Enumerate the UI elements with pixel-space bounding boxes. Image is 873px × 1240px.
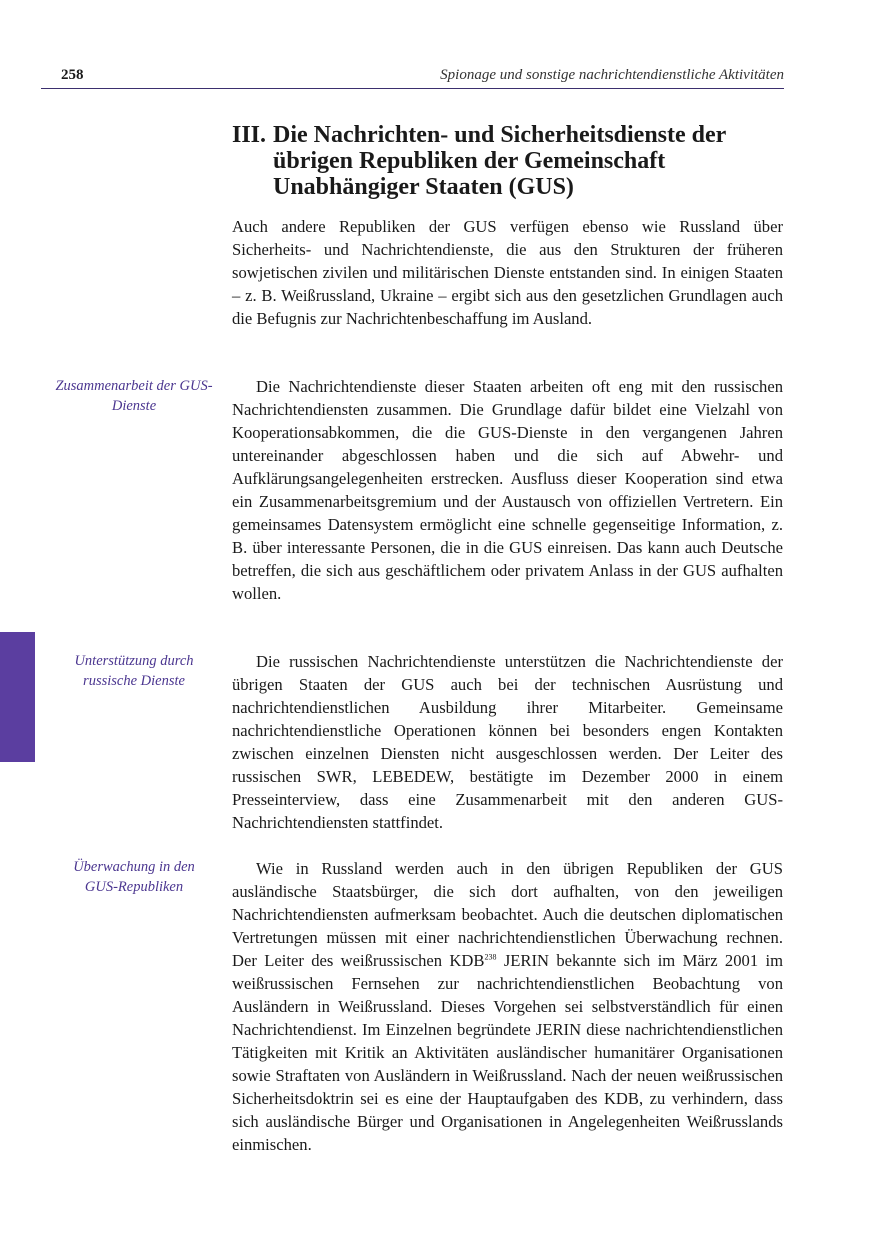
paragraph-intro: Auch andere Republiken der GUS verfügen ebenso wie Russland über Sicherheits- und Nachrichtendienste, die aus den Strukturen der früheren sowjetischen zivilen und militärischen Dienste entstanden sind. In einigen Staaten – z. B. Weißrussland, Ukraine – ergibt sich aus den gesetzlichen Grundlagen auch die Befugnis zur Nachrichtenbeschaffung im Ausland. (232, 217, 783, 328)
chapter-heading (232, 122, 792, 200)
margin-note-zusammenarbeit: Zusammenarbeit der GUS-Dienste (55, 378, 213, 414)
chapter-side-tab (0, 632, 35, 762)
paragraph-ueberwachung (232, 857, 783, 1156)
paragraph-ueberwachung-text-start: Wie in Russland werden auch in den übrigen Republiken der GUS ausländische Staatsbürger, die sich dort aufhalten, von den jeweiligen Nachrichtendiensten aufmerksam beobachtet. Auch die deutschen diplomatischen Vertretungen müssen mit einer nachrichtendienstlichen Überwachung rechnen. Der Leiter des weißrussischen KDB (232, 859, 783, 970)
page-header (41, 66, 784, 89)
chapter-number: III. (232, 122, 267, 148)
paragraph-unterstuetzung: Die russischen Nachrichtendienste unterstützen die Nachrichtendienste der übrigen Staaten der GUS auch bei der technischen Ausrüstung und nachrichtendienstlichen Ausbildung ihrer Mitarbeiter. Gemeinsame nachrichtendienstliche Operationen können bei besonders engen Kontakten zwischen einzelnen Diensten nicht ausgeschlossen werden. Der Leiter des russischen SWR, LEBEDEW, bestätigte im Dezember 2000 in einem Presseinterview, dass eine Zusammenarbeit mit den anderen GUS-Nachrichtendiensten stattfindet. (232, 652, 783, 832)
paragraph-ueberwachung-text-end: JERIN bekannte sich im März 2001 im weißrussischen Fernsehen zur nachrichtendienstlichen Beobachtung von Ausländern in Weißrussland. Dieses Vorgehen sei selbstverständlich für einen Nachrichtendienst. Im Einzelnen begründete JERIN diese nachrichtendienstlichen Tätigkeiten mit Kritik an Aktivitäten ausländischer humanitärer Organisationen sowie Straftaten von Ausländern in Weißrussland. Nach der neuen weißrussischen Sicherheitsdoktrin sei es eine der Hauptaufgaben des KDB, zu verhindern, dass sich ausländische Bürger und Organisationen in Angelegenheiten Weißrusslands einmischen. (232, 951, 783, 1154)
footnote-marker[interactable]: 238 (484, 952, 497, 962)
margin-note-unterstuetzung: Unterstützung durch russische Dienste (74, 653, 194, 689)
chapter-title: Die Nachrichten- und Sicherheitsdienste der übrigen Republiken der Gemeinschaft Unabhängiger Staaten (GUS) (273, 122, 726, 200)
running-title: Spionage und sonstige nachrichtendienstliche Aktivitäten (440, 67, 784, 83)
margin-note-ueberwachung: Überwachung in den GUS-Republiken (73, 859, 195, 895)
page-number: 258 (61, 67, 84, 83)
paragraph-zusammenarbeit: Die Nachrichtendienste dieser Staaten arbeiten oft eng mit den russischen Nachrichtendiensten zusammen. Die Grundlage dafür bildet eine Vielzahl von Kooperationsabkommen, die die GUS-Dienste in den vergangenen Jahren untereinander abgeschlossen haben und die sich auf Abwehr- und Aufklärungsangelegenheiten erstrecken. Ausfluss dieser Kooperation sind etwa ein Zusammenarbeitsgremium und der Austausch von offiziellen Vertretern. Ein gemeinsames Datensystem ermöglicht eine schnelle gegenseitige Information, z. B. über interessante Personen, die in die GUS einreisen. Das kann auch Deutsche betreffen, die sich aus geschäftlichem oder privatem Anlass in der GUS aufhalten wollen. (232, 377, 783, 603)
